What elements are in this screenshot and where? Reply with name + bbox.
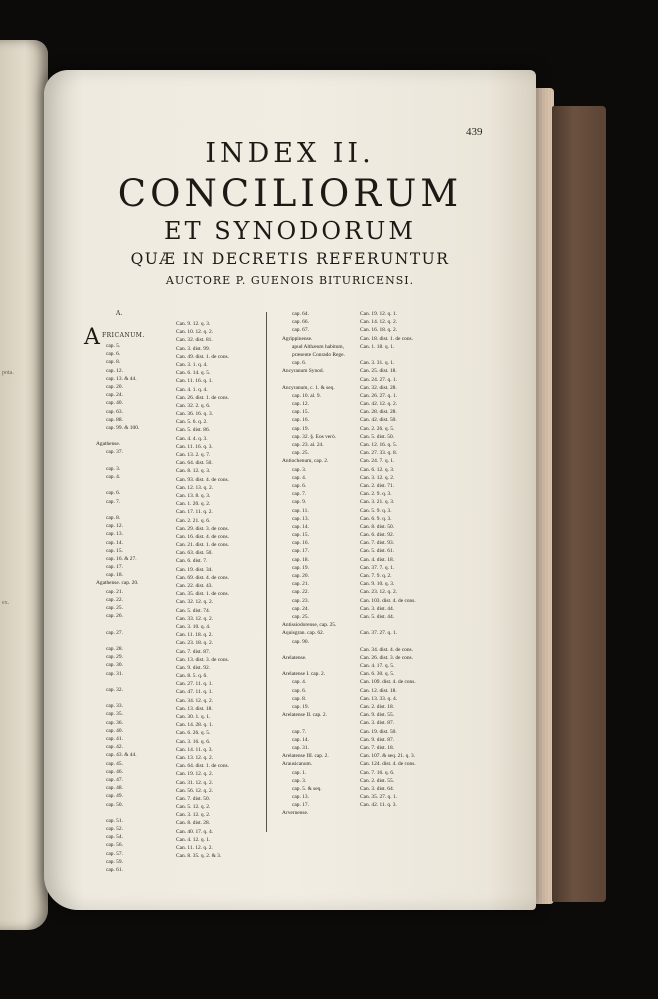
index-entry: cap. 3. [292, 466, 307, 473]
index-entry: Can. 27. 11. q. 1. [176, 681, 213, 688]
index-entry: cap. 29. [106, 654, 123, 661]
index-column-4 [360, 310, 416, 809]
index-entry [96, 506, 139, 514]
index-entry: Arausicanum. [282, 761, 313, 768]
index-entry: cap. 18. [106, 572, 123, 579]
index-entry: cap. 46. [106, 768, 123, 775]
index-entry: cap. 10. al. 9. [292, 392, 321, 399]
index-entry: Can. 3. 31. q. 1. [360, 360, 395, 367]
index-entry [96, 809, 139, 817]
index-entry: Can. 35. dist. 1. de cons. [176, 591, 230, 598]
index-entry: cap. 15. [292, 409, 309, 416]
index-entry: Can. 30. 1. q. 1. [176, 714, 211, 720]
index-column-1 [96, 342, 139, 874]
index-entry: cap. 8. [292, 695, 307, 702]
index-entry: cap. 30. [106, 662, 123, 669]
index-entry: Can. 8. dist. 28. [176, 820, 210, 827]
index-entry: Antissiodorense, cap. 25. [282, 622, 337, 629]
index-entry: cap. 7. [292, 491, 307, 498]
index-entry: Can. 24. 7. q. 1. [360, 458, 395, 465]
index-entry: cap. 4. [292, 474, 307, 481]
index-entry: Can. 7. 9. q. 2. [360, 573, 392, 579]
index-entry: Can. 5. dist. 50. [360, 433, 394, 440]
index-entry: Can. 2. 21. q. 6. [176, 517, 211, 524]
index-entry: Can. 4. 12. q. 1. [176, 836, 211, 843]
index-entry: cap. 27. [106, 629, 123, 636]
index-entry: cap. 16. & 27. [106, 555, 137, 562]
index-entry: Can. 26. dist. 3. de cons. [360, 654, 414, 661]
index-entry: Can. 13. 33. q. 4. [360, 695, 397, 702]
index-entry: Can. 13. dist. 18. [176, 705, 213, 712]
index-entry: Can. 12. 13. q. 2. [176, 484, 213, 491]
index-entry: Can. 69. dist. 4. de cons. [176, 574, 230, 581]
index-entry: cap. 66. [292, 319, 309, 326]
index-entry: cap. 1. [292, 769, 307, 776]
index-entry [282, 376, 345, 384]
index-entry: Can. 12. 16. q. 5. [360, 442, 397, 448]
index-entry: cap. 4. [106, 474, 121, 480]
index-entry: cap. 9. [292, 499, 307, 506]
index-heading-conciliorum: CONCILIORUM [117, 172, 463, 215]
index-entry: cap. 19. [292, 564, 309, 571]
index-entry: Can. 3. 12. q. 2. [176, 812, 211, 819]
index-entry: cap. 54. [106, 834, 123, 841]
column-divider [266, 312, 267, 832]
index-heading-synodorum: ET SYNODORUM [164, 217, 416, 245]
index-entry: Arelatense I. cap. 2. [282, 671, 326, 678]
index-entry: Can. 42. dist. 50. [360, 417, 397, 424]
index-entry: Can. 42. 11. q. 3. [360, 802, 397, 809]
index-entry: cap. 12. [106, 523, 123, 530]
index-entry: Can. 25. dist. 18. [360, 368, 397, 375]
index-entry: Can. 6. dist. 7. [176, 558, 208, 565]
index-entry: Can. 64. dist. 1. de cons. [176, 763, 230, 770]
index-entry: Can. 8. 5. q. 6. [176, 673, 208, 680]
index-entry: Can. 13. dist. 3. de cons. [176, 656, 230, 663]
index-entry: Can. 19. dist. 34. [176, 566, 213, 573]
index-entry: Can. 4. 17. q. 5. [360, 663, 395, 670]
index-entry: cap. 51. [106, 817, 123, 824]
index-entry: Ancyranum Synod. [282, 368, 324, 375]
index-entry: Agathense. cap. 20. [96, 580, 139, 587]
index-entry: cap. 42. [106, 744, 123, 751]
index-entry: cap. 14. [292, 736, 309, 743]
index-entry: cap. 26. [106, 613, 123, 620]
index-entry: cap. 17. [292, 548, 309, 555]
index-entry: Can. 1. 18. q. 1. [360, 343, 395, 350]
index-entry: Can. 9. 10. q. 3. [360, 581, 395, 588]
index-entry: Can. 18. dist. 1. de cons. [360, 335, 414, 342]
index-entry: Agathense. [96, 441, 121, 448]
index-entry: Can. 19. 12. q. 1. [360, 311, 397, 317]
index-entry: Can. 2. dist. 71. [360, 482, 394, 489]
index-entry: Can. 27. 33. q. 8. [360, 450, 397, 457]
index-entry: Can. 34. 12. q. 2. [176, 697, 213, 704]
index-entry: Can. 5. 12. q. 2. [176, 804, 211, 811]
index-entry [360, 638, 416, 646]
book-page [44, 70, 536, 910]
index-entry: cap. 11. [292, 507, 309, 514]
index-entry: Can. 6. 30. q. 5. [360, 671, 395, 678]
index-entry: cap. 13. [292, 515, 309, 522]
index-entry: cap. 20. [106, 383, 123, 390]
index-entry: Can. 13. 8. q. 3. [176, 492, 211, 499]
index-entry: cap. 31. [292, 744, 309, 751]
index-entry: Can. 13. 12. q. 2. [176, 754, 213, 761]
index-entry: cap. 22. [292, 589, 309, 596]
index-entry: Can. 3. dist. 87. [360, 720, 394, 727]
index-entry: Can. 11. 12. q. 2. [176, 845, 213, 851]
index-entry: cap. 6. [106, 351, 121, 358]
index-entry: cap. 32. §. Eos verò. [292, 433, 337, 440]
index-entry: Can. 6. 12. q. 3. [360, 466, 395, 473]
index-title: INDEX II. [205, 138, 375, 169]
index-entry: Can. 11. 16. q. 3. [176, 443, 213, 450]
index-entry: cap. 15. [292, 532, 309, 539]
index-entry: Arvernense. [282, 810, 309, 817]
index-entry [282, 646, 345, 654]
index-entry: Can. 26. dist. 1. de cons. [176, 394, 230, 401]
index-entry: Can. 107. & seq. 21. q. 3. [360, 753, 416, 760]
index-entry: cap. 8. [106, 359, 121, 366]
index-entry [96, 620, 139, 628]
index-entry: cap. 24. [106, 392, 123, 399]
index-entry: cap. 36. [106, 719, 123, 726]
index-entry: Can. 5. 9. q. 3. [360, 507, 392, 514]
index-entry: cap. 13. [106, 531, 123, 538]
index-entry: cap. 6. [292, 360, 307, 367]
index-entry: cap. 16. [292, 540, 309, 547]
index-entry: Can. 28. dist. 28. [360, 409, 397, 416]
index-entry: cap. 59. [106, 858, 123, 865]
index-entry: cap. 50. [106, 801, 123, 808]
index-entry: Can. 3. 1. q. 4. [176, 361, 208, 368]
index-entry: Can. 6. 26. q. 5. [176, 730, 211, 737]
index-entry: cap. 63. [106, 408, 123, 415]
index-entry: cap. 17. [106, 564, 123, 571]
index-entry: Agrippinense. [282, 335, 313, 342]
index-entry: cap. 7. [292, 728, 307, 735]
index-entry: cap. 61. [106, 867, 123, 873]
index-entry: Can. 3. dist. 64. [360, 785, 394, 792]
index-entry: Can. 64. dist. 50. [176, 460, 213, 467]
index-entry: cap. 7. [106, 498, 121, 505]
index-entry: Can. 3. dist. 99. [176, 345, 210, 352]
index-entry: cap. 15. [106, 547, 123, 554]
index-entry: Can. 8. 35. q. 2. & 3. [176, 853, 222, 860]
index-entry: Can. 6. 14. q. 5. [176, 370, 211, 377]
index-entry: Can. 4. dist. 18. [360, 556, 394, 563]
index-entry [96, 694, 139, 702]
index-entry: cap. 32. [106, 686, 123, 693]
index-entry: cap. 16. [292, 417, 309, 424]
index-entry: Can. 13. 2. q. 7. [176, 452, 211, 458]
drop-cap-rest: FRICANUM. [102, 332, 145, 339]
index-entry: Can. 11. 18. q. 2. [176, 632, 213, 639]
index-entry: cap. 31. [106, 670, 123, 677]
index-entry: Can. 5. dist. 44. [360, 613, 394, 620]
index-entry: cap. 19. [292, 704, 309, 710]
index-entry: Can. 42. 12. q. 2. [360, 401, 397, 408]
index-entry: Can. 4. 1. q. 4. [176, 386, 208, 393]
index-entry: cap. 13. [292, 794, 309, 801]
index-entry: Can. 23. 12. q. 2. [360, 589, 397, 596]
index-entry: Can. 4. 4. q. 3. [176, 435, 208, 442]
index-entry: Can. 6. dist. 92. [360, 532, 394, 539]
left-page-edge: pota. ex. [0, 40, 48, 930]
index-entry: cap. 12. [292, 401, 309, 408]
index-entry: Can. 5. dist. 61. [360, 548, 394, 555]
index-entry [96, 432, 139, 440]
index-entry: cap. 21. [106, 588, 123, 595]
index-entry: cap. 6. [292, 482, 307, 489]
index-entry: Can. 9. dist. 87. [360, 736, 394, 743]
index-entry: cap. 13. & 44. [106, 375, 137, 382]
index-entry: Can. 3. 12. q. 2. [360, 474, 395, 481]
index-entry: Can. 14. 28. q. 1. [176, 722, 213, 729]
index-entry: Can. 40. 17. q. 4. [176, 828, 213, 835]
index-entry: Can. 124. dist. 4. de cons. [360, 761, 416, 768]
index-entry: cap. 40. [106, 727, 123, 734]
index-entry: Antiochenum, cap. 2. [282, 458, 329, 465]
index-entry: Can. 19. 12. q. 2. [176, 771, 213, 778]
index-entry: Can. 5. dist. 74. [176, 607, 210, 614]
index-entry: Can. 34. dist. 4. de cons. [360, 646, 414, 653]
index-entry: cap. 52. [106, 826, 123, 833]
index-entry: cap. 49. [106, 793, 123, 800]
index-entry: præsente Conrado Rege. [292, 351, 345, 358]
index-entry: Can. 24. 27. q. 1. [360, 376, 397, 383]
index-entry: cap. 33. [106, 703, 123, 710]
index-entry: Can. 47. 11. q. 1. [176, 689, 213, 696]
index-entry: Can. 32. 12. q. 2. [176, 599, 213, 606]
index-entry [96, 457, 139, 465]
index-entry: Can. 2. dist. 18. [360, 704, 394, 710]
index-entry: Can. 8. dist. 50. [360, 523, 394, 530]
index-entry: cap. 37. [106, 449, 123, 456]
index-entry: apud Althæum habitum, [292, 343, 344, 350]
index-entry: cap. 25. [106, 605, 123, 611]
index-entry: Can. 1. 20. q. 2. [176, 501, 211, 508]
index-entry: Can. 5. dist. 86. [176, 427, 210, 434]
index-entry: Arelatense II. cap. 2. [282, 712, 327, 719]
index-entry: Aquisgran. cap. 62. [282, 630, 325, 637]
index-column-2 [176, 320, 229, 860]
index-entry: Can. 5. 6. q. 2. [176, 419, 208, 426]
index-entry: cap. 28. [106, 645, 123, 652]
index-entry: Can. 21. dist. 1. de cons. [176, 542, 230, 549]
book-cover [552, 106, 606, 902]
index-entry: cap. 17. [292, 802, 309, 809]
index-entry: Can. 16. 18. q. 2. [360, 327, 397, 334]
index-entry: Can. 32. dist. 81. [176, 337, 213, 344]
index-entry [96, 481, 139, 489]
index-entry: cap. 5. [106, 343, 121, 349]
index-entry: cap. 35. [106, 711, 123, 718]
index-entry: Can. 32. dist. 28. [360, 384, 397, 391]
index-entry: cap. 14. [106, 539, 123, 546]
index-entry: cap. 20. [292, 573, 309, 579]
index-entry: cap. 18. [292, 556, 309, 563]
index-entry [360, 621, 416, 629]
index-entry: Can. 9. dist. 55. [360, 712, 394, 719]
index-column-3 [282, 310, 345, 818]
index-entry: cap. 57. [106, 850, 123, 857]
index-entry [282, 719, 345, 727]
index-entry: Can. 26. 27. q. 1. [360, 392, 397, 399]
index-entry: Can. 103. dist. 4. de cons. [360, 597, 416, 604]
index-entry: Can. 9. dist. 92. [176, 664, 210, 671]
index-entry: Can. 7. 16. q. 6. [360, 769, 395, 776]
index-entry: Can. 63. dist. 50. [176, 550, 213, 557]
index-entry: Can. 11. 16. q. 1. [176, 378, 213, 385]
index-entry: Can. 37. 27. q. 1. [360, 630, 397, 637]
index-entry: cap. 14. [292, 523, 309, 530]
index-entry: Can. 14. 12. q. 2. [360, 319, 397, 326]
index-entry: cap. 22. [106, 596, 123, 603]
index-entry: Can. 93. dist. 4. de cons. [176, 476, 230, 483]
index-entry [96, 637, 139, 645]
index-entry: cap. 88. [106, 416, 123, 423]
index-entry: Can. 19. dist. 50. [360, 728, 397, 735]
index-entry: Can. 9. 12. q. 3. [176, 321, 211, 327]
section-letter: A. [116, 310, 123, 317]
index-entry: Ancyranum, c. 1. & seq. [282, 384, 335, 391]
index-entry [96, 678, 139, 686]
index-entry: Can. 3. 10. q. 4. [176, 623, 211, 630]
index-entry: Can. 35. 27. q. 1. [360, 794, 397, 801]
index-entry: cap. 3. [292, 777, 307, 784]
index-entry [360, 351, 416, 359]
index-entry: cap. 43. & 44. [106, 752, 137, 759]
index-entry: Can. 109. dist. 4. de cons. [360, 679, 416, 686]
index-entry: Can. 2. dist. 55. [360, 777, 394, 784]
index-entry: Can. 49. dist. 1. de cons. [176, 353, 230, 360]
index-entry: cap. 41. [106, 736, 123, 742]
index-entry: Can. 22. dist. 43. [176, 583, 213, 589]
index-entry: Can. 3. 16. q. 6. [176, 738, 211, 745]
index-entry: cap. 23. al. 24. [292, 442, 324, 448]
index-entry: Can. 7. dist. 93. [360, 540, 394, 547]
index-entry: Can. 56. 12. q. 2. [176, 787, 213, 794]
index-entry: cap. 25. [292, 613, 309, 620]
index-entry: Can. 10. 12. q. 2. [176, 329, 213, 336]
index-entry: Can. 2. 26. q. 5. [360, 425, 395, 432]
index-entry: Can. 37. 7. q. 1. [360, 564, 395, 571]
index-entry: cap. 56. [106, 842, 123, 849]
index-entry: cap. 67. [292, 327, 309, 334]
index-entry: cap. 25. [292, 450, 309, 457]
index-entry: Can. 7. dist. 18. [360, 744, 394, 751]
index-entry: Can. 17. 11. q. 2. [176, 509, 213, 516]
index-entry: Arelatense. [282, 654, 307, 661]
index-entry: Can. 36. 16. q. 3. [176, 411, 213, 418]
index-entry: Can. 3. 21. q. 3. [360, 499, 395, 506]
index-entry: cap. 24. [292, 605, 309, 612]
index-entry: Can. 2. 9. q. 3. [360, 491, 392, 498]
index-entry: Can. 7. dist. 50. [176, 795, 210, 802]
index-entry: Can. 14. 11. q. 3. [176, 746, 213, 753]
index-entry: Can. 29. dist. 3. de cons. [176, 525, 230, 532]
index-entry: Can. 12. dist. 18. [360, 687, 397, 694]
index-entry: Can. 16. dist. 4. de cons. [176, 533, 230, 540]
index-entry: cap. 6. [292, 687, 307, 694]
index-subtitle: QUÆ IN DECRETIS REFERUNTUR [130, 250, 450, 268]
index-entry: cap. 40. [106, 400, 123, 407]
drop-cap: A [84, 325, 100, 350]
index-entry: Can. 23. 18. q. 2. [176, 640, 213, 647]
index-entry: cap. 5. & seq. [292, 785, 322, 792]
index-entry: cap. 6. [106, 490, 121, 497]
index-entry: Can. 32. 2. q. 6. [176, 402, 211, 409]
index-entry: cap. 19. [292, 425, 309, 432]
index-entry: Can. 7. dist. 87. [176, 648, 210, 655]
index-entry: cap. 21. [292, 581, 309, 588]
page-number: 439 [466, 126, 483, 138]
index-entry: cap. 47. [106, 776, 123, 783]
index-entry: cap. 64. [292, 311, 309, 317]
index-entry: cap. 8. [106, 514, 121, 521]
index-entry: cap. 45. [106, 760, 123, 767]
index-entry: cap. 3. [106, 465, 121, 472]
index-entry: cap. 4. [292, 679, 307, 686]
index-entry: cap. 48. [106, 785, 123, 792]
index-entry: Can. 8. 12. q. 3. [176, 468, 211, 475]
index-entry: cap. 99. & 100. [106, 424, 140, 431]
index-entry: cap. 12. [106, 367, 123, 374]
index-entry: Can. 33. 12. q. 2. [176, 615, 213, 622]
index-entry: Can. 3. dist. 44. [360, 605, 394, 612]
index-entry [282, 662, 345, 670]
index-entry: cap. 23. [292, 597, 309, 604]
index-entry: Arelatense III. cap. 2. [282, 753, 329, 760]
index-entry: cap. 90. [292, 638, 309, 645]
index-entry: Can. 6. 9. q. 3. [360, 515, 392, 522]
index-author: AUCTORE P. GUENOIS BITURICENSI. [165, 274, 415, 287]
index-entry: Can. 31. 12. q. 2. [176, 779, 213, 786]
